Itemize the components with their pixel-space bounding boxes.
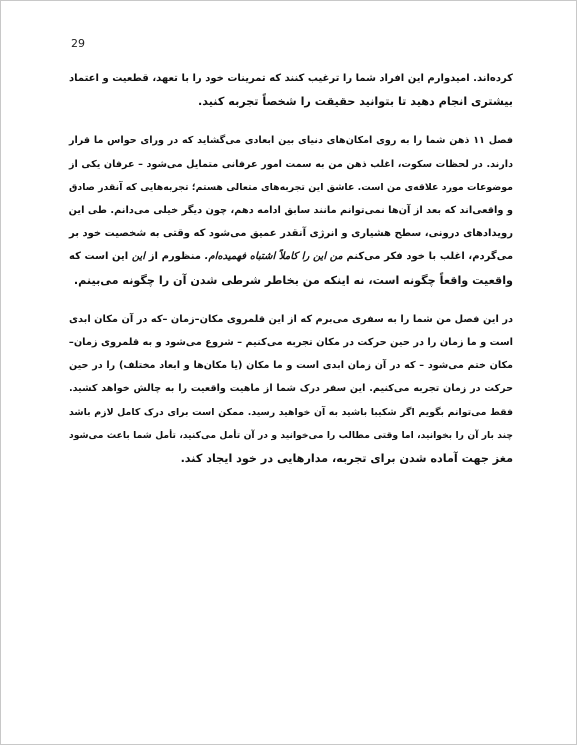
text-segment: منظورم از xyxy=(145,251,205,263)
paragraph-3 xyxy=(69,308,513,470)
text-segment: می‌گردم، اغلب با خود فکر می‌کنم xyxy=(342,251,514,263)
text-line: حرکت در زمان تجربه می‌کنیم. این سفر درک شما از ماهیت واقعیت را به چالش خواهد کشید. xyxy=(69,383,513,395)
text-line: و واقعی‌اند که بعد از آن‌ها نمی‌توانم مانند سابق ادامه دهم، چون دیگر خیلی می‌دانم. طی این xyxy=(68,205,513,217)
text-line: فقط می‌توانم بگویم اگر شکیبا باشید به آن خواهید رسید. ممکن است برای درک کامل لازم باشد xyxy=(69,406,513,418)
text-line-with-italic xyxy=(69,245,513,268)
text-segment: این است که xyxy=(69,251,132,263)
text-line: کرده‌اند. امیدوارم این افراد شما را ترغیب کنند که تمرینات خود را با تعهد، قطعیت و اعتماد xyxy=(69,73,513,84)
text-line: دارند. در لحظات سکوت، اغلب ذهن من به سمت امور عرفانی متمایل می‌شود – عرفان یکی از xyxy=(69,158,513,170)
text-line: بیشتری انجام دهید تا بتوانید حقیقت را شخصاً تجربه کنید. xyxy=(198,95,513,109)
italic-word: این xyxy=(131,251,146,263)
page-number: 29 xyxy=(71,37,85,50)
text-line: رویدادهای درونی، سطح هشیاری و انرژی آنقدر عمیق می‌شود که وقتی به شخصیت خود بر xyxy=(69,228,513,240)
italic-quote: من این را کاملاً اشتباه فهمیده‌ام. xyxy=(204,251,343,263)
text-line: در این فصل من شما را به سفری می‌برم که از این قلمروی مکان–زمان –که در آن مکان ابدی xyxy=(69,313,513,325)
text-line: چند بار آن را بخوانید، اما وقتی مطالب را می‌خوانید و در آن تأمل می‌کنید، تأمل شما باعث می‌شود xyxy=(69,429,513,441)
text-line: مغز جهت آماده شدن برای تجربه، مدارهایی در خود ایجاد کند. xyxy=(180,452,513,466)
text-line: موضوعات مورد علاقه‌ی من است. عاشق این تجربه‌های متعالی هستم؛ تجربه‌هایی که آنقدر صادق xyxy=(69,181,513,193)
text-line: است و ما زمان را در حین حرکت در مکان تجربه می‌کنیم – شروع می‌شود و به قلمروی زمان– xyxy=(68,337,513,349)
text-line: فصل ۱۱ ذهن شما را به روی امکان‌های دنیای بین ابعادی می‌گشاید که در ورای حواس ما قرار xyxy=(69,135,514,147)
text-line: واقعیت واقعاً چگونه است، نه اینکه من بخاطر شرطی شدن آن را چگونه می‌بینم. xyxy=(73,273,513,287)
paragraph-1 xyxy=(69,67,513,113)
paragraph-2 xyxy=(69,129,513,291)
body-text xyxy=(69,67,513,470)
text-line: مکان ختم می‌شود – که در آن زمان ابدی است و ما مکان (یا مکان‌ها و ابعاد مختلف) را در حین xyxy=(69,360,513,372)
